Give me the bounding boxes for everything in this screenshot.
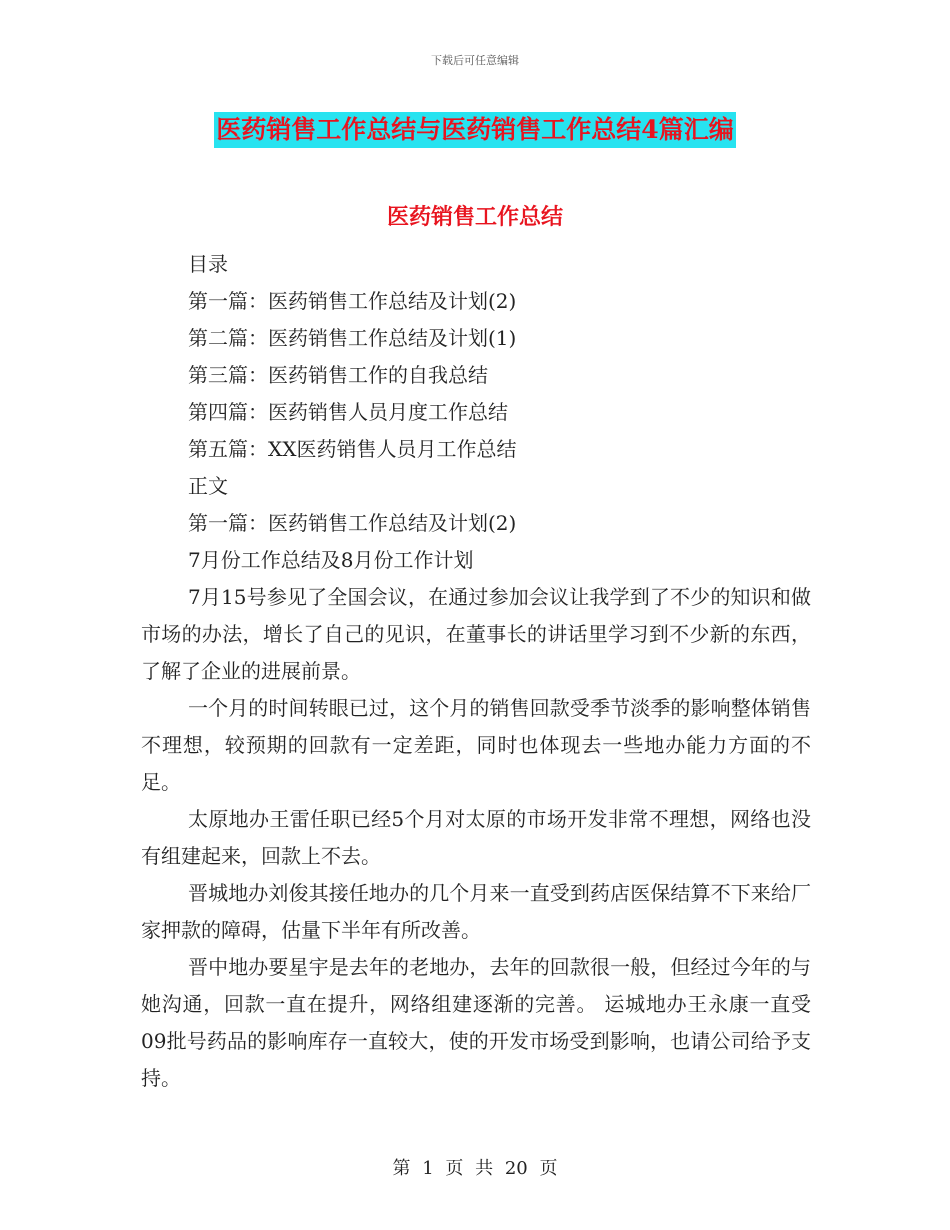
- chapter-subtitle: 7月份工作总结及8月份工作计划: [188, 548, 474, 572]
- main-title-text: 医药销售工作总结与医药销售工作总结4篇汇编: [214, 112, 735, 148]
- document-body: [141, 246, 811, 1097]
- header-note: 下载后可任意编辑: [431, 54, 519, 67]
- paragraph: 晋中地办要星宇是去年的老地办，去年的回款很一般，但经过今年的与她沟通，回款一直在提升，网络组建逐渐的完善。 运城地办王永康一直受09批号药品的影响库存一直较大，使的开发市场受到影响，也请公司给予支持。: [141, 955, 811, 1090]
- paragraph: 7月15号参见了全国会议，在通过参加会议让我学到了不少的知识和做市场的办法，增长了自己的见识，在董事长的讲话里学习到不少新的东西，了解了企业的进展前景。: [141, 585, 811, 683]
- main-title: [0, 112, 950, 148]
- toc-item: 第一篇：医药销售工作总结及计划(2): [188, 289, 517, 313]
- toc-item: 第四篇：医药销售人员月度工作总结: [188, 400, 508, 424]
- toc-item: 第五篇：XX医药销售人员月工作总结: [188, 437, 517, 461]
- toc-item: 第二篇：医药销售工作总结及计划(1): [188, 326, 517, 350]
- toc-heading: 目录: [188, 252, 228, 276]
- chapter-title: 第一篇：医药销售工作总结及计划(2): [188, 511, 517, 535]
- toc-item: 第三篇：医药销售工作的自我总结: [188, 363, 488, 387]
- paragraph: 太原地办王雷任职已经5个月对太原的市场开发非常不理想，网络也没有组建起来，回款上不去。: [141, 807, 811, 868]
- body-heading: 正文: [188, 474, 228, 498]
- section-title: 医药销售工作总结: [386, 204, 563, 230]
- page-footer: 第 1 页 共 20 页: [392, 1158, 558, 1179]
- paragraph: 一个月的时间转眼已过，这个月的销售回款受季节淡季的影响整体销售不理想，较预期的回款有一定差距，同时也体现去一些地办能力方面的不足。: [141, 696, 811, 794]
- paragraph: 晋城地办刘俊其接任地办的几个月来一直受到药店医保结算不下来给厂家押款的障碍，估量下半年有所改善。: [141, 881, 811, 942]
